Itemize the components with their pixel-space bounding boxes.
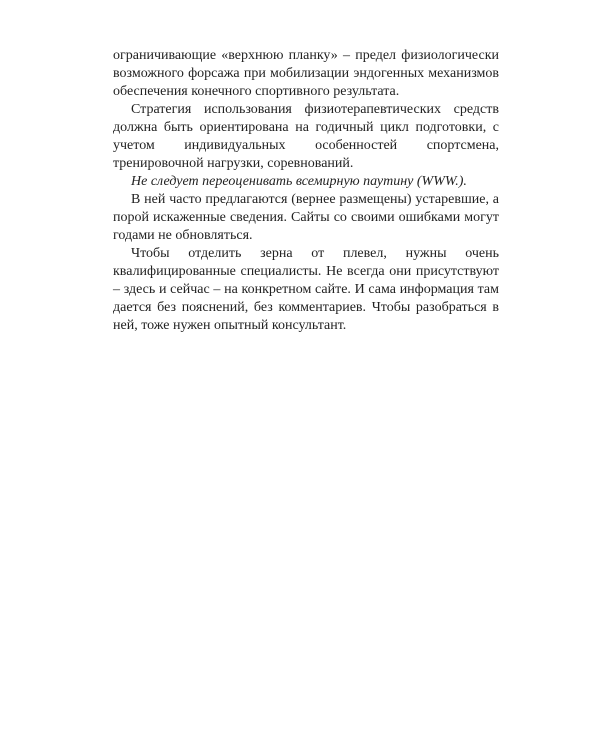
- paragraph-3-italic: Не следует переоценивать всемирную паутину (WWW.).: [131, 174, 467, 189]
- paragraph-2: Стратегия использования физиотерапевтических средств должна быть ориентирована на годичный цикл подготовки, с учетом индивидуальных особенностей спортсмена, тренировочной нагрузки, соревнований.: [113, 102, 499, 171]
- body-text: [113, 47, 499, 335]
- paragraph-1: ограничивающие «верхнюю планку» – предел физиологически возможного форсажа при мобилизации эндогенных механизмов обеспечения конечного спортивного результата.: [113, 48, 499, 99]
- paragraph-4: В ней часто предлагаются (вернее размещены) устаревшие, а порой искаженные сведения. Сайты со своими ошибками могут годами не обновляться.: [113, 192, 499, 243]
- paragraph-5: Чтобы отделить зерна от плевел, нужны очень квалифицированные специалисты. Не всегда они присутствуют – здесь и сейчас – на конкретном сайте. И сама информация там дается без пояснений, без комментариев. Чтобы разобраться в ней, тоже нужен опытный консультант.: [113, 246, 499, 333]
